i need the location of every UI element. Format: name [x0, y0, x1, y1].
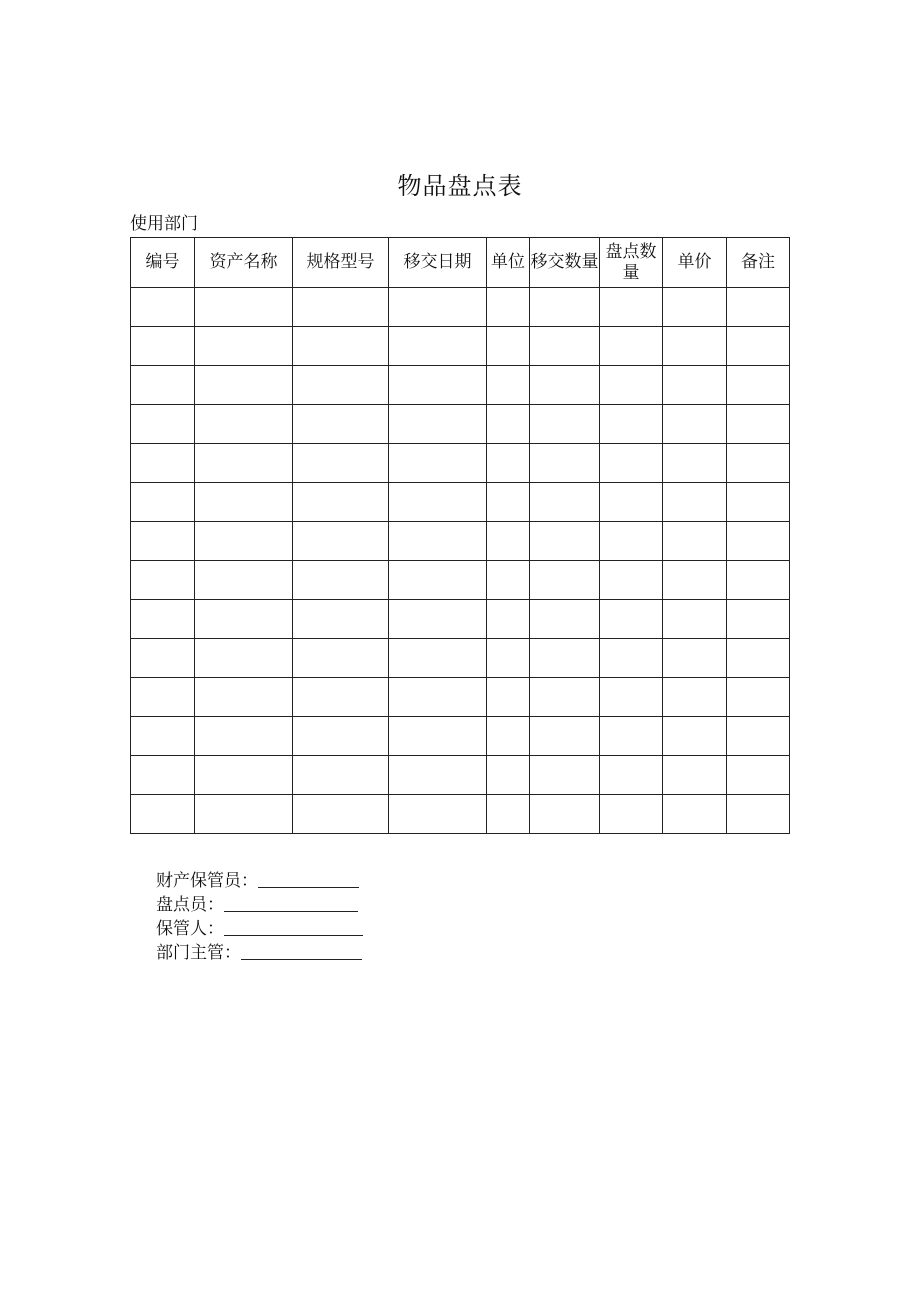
- table-cell[interactable]: [530, 327, 600, 366]
- table-cell[interactable]: [663, 405, 727, 444]
- table-cell[interactable]: [293, 600, 389, 639]
- table-cell[interactable]: [663, 483, 727, 522]
- table-cell[interactable]: [131, 756, 195, 795]
- department-label: 使用部门: [130, 214, 198, 234]
- header-cell: 盘点数量: [600, 238, 663, 288]
- table-cell[interactable]: [487, 366, 530, 405]
- table-cell[interactable]: [600, 483, 663, 522]
- table-cell[interactable]: [293, 522, 389, 561]
- table-cell[interactable]: [663, 639, 727, 678]
- table-row: [131, 483, 790, 522]
- table-cell[interactable]: [663, 327, 727, 366]
- table-cell[interactable]: [663, 561, 727, 600]
- table-cell[interactable]: [389, 327, 487, 366]
- table-cell[interactable]: [530, 366, 600, 405]
- header-cell: 移交数量: [530, 238, 600, 288]
- table-cell[interactable]: [530, 288, 600, 327]
- table-row: [131, 366, 790, 405]
- table-cell[interactable]: [195, 678, 293, 717]
- table-cell[interactable]: [663, 795, 727, 834]
- table-cell[interactable]: [727, 756, 790, 795]
- header-cell: 规格型号: [293, 238, 389, 288]
- signature-label: 盘点员：: [156, 895, 224, 915]
- table-cell[interactable]: [195, 756, 293, 795]
- table-cell[interactable]: [487, 288, 530, 327]
- table-cell[interactable]: [600, 405, 663, 444]
- table-cell[interactable]: [389, 717, 487, 756]
- table-cell[interactable]: [195, 795, 293, 834]
- table-cell[interactable]: [663, 366, 727, 405]
- table-cell[interactable]: [600, 444, 663, 483]
- table-cell[interactable]: [195, 288, 293, 327]
- table-cell[interactable]: [727, 366, 790, 405]
- table-cell[interactable]: [663, 522, 727, 561]
- table-cell[interactable]: [530, 678, 600, 717]
- table-cell[interactable]: [600, 756, 663, 795]
- table-cell[interactable]: [131, 717, 195, 756]
- table-cell[interactable]: [389, 444, 487, 483]
- table-cell[interactable]: [530, 561, 600, 600]
- table-cell[interactable]: [195, 366, 293, 405]
- table-cell[interactable]: [131, 522, 195, 561]
- signature-line: [156, 891, 363, 915]
- table-cell[interactable]: [727, 678, 790, 717]
- table-cell[interactable]: [293, 717, 389, 756]
- table-cell[interactable]: [600, 366, 663, 405]
- table-cell[interactable]: [293, 444, 389, 483]
- table-cell[interactable]: [293, 795, 389, 834]
- table-cell[interactable]: [487, 678, 530, 717]
- table-cell[interactable]: [293, 366, 389, 405]
- table-cell[interactable]: [389, 483, 487, 522]
- table-cell[interactable]: [131, 600, 195, 639]
- header-cell: 备注: [727, 238, 790, 288]
- table-cell[interactable]: [600, 600, 663, 639]
- table-cell[interactable]: [600, 288, 663, 327]
- table-cell[interactable]: [487, 444, 530, 483]
- table-cell[interactable]: [195, 483, 293, 522]
- table-cell[interactable]: [663, 444, 727, 483]
- table-cell[interactable]: [131, 483, 195, 522]
- table-row: [131, 288, 790, 327]
- table-cell[interactable]: [293, 639, 389, 678]
- header-cell: 单位: [487, 238, 530, 288]
- header-cell: 编号: [131, 238, 195, 288]
- signature-section: [156, 867, 363, 963]
- table-cell[interactable]: [389, 522, 487, 561]
- table-cell[interactable]: [293, 561, 389, 600]
- table-row: [131, 717, 790, 756]
- table-cell[interactable]: [600, 327, 663, 366]
- table-cell[interactable]: [389, 561, 487, 600]
- table-cell[interactable]: [600, 717, 663, 756]
- table-cell[interactable]: [293, 288, 389, 327]
- table-cell[interactable]: [530, 756, 600, 795]
- table-cell[interactable]: [195, 561, 293, 600]
- table-cell[interactable]: [727, 522, 790, 561]
- table-cell[interactable]: [389, 678, 487, 717]
- table-cell[interactable]: [530, 405, 600, 444]
- table-cell[interactable]: [389, 366, 487, 405]
- table-row: [131, 405, 790, 444]
- table-cell[interactable]: [131, 561, 195, 600]
- table-cell[interactable]: [195, 522, 293, 561]
- table-row: [131, 756, 790, 795]
- table-cell[interactable]: [530, 600, 600, 639]
- table-cell[interactable]: [131, 678, 195, 717]
- signature-label: 财产保管员：: [156, 871, 258, 891]
- table-cell[interactable]: [195, 327, 293, 366]
- header-cell: 资产名称: [195, 238, 293, 288]
- table-cell[interactable]: [131, 405, 195, 444]
- table-cell[interactable]: [293, 756, 389, 795]
- table-cell[interactable]: [727, 327, 790, 366]
- table-row: [131, 522, 790, 561]
- signature-line: [156, 867, 363, 891]
- table-cell[interactable]: [600, 678, 663, 717]
- table-cell[interactable]: [131, 795, 195, 834]
- table-header-row: [131, 238, 790, 288]
- table-cell[interactable]: [131, 366, 195, 405]
- table-cell[interactable]: [663, 756, 727, 795]
- table-cell[interactable]: [727, 444, 790, 483]
- inventory-table: [130, 237, 790, 834]
- table-row: [131, 327, 790, 366]
- table-cell[interactable]: [195, 444, 293, 483]
- table-cell[interactable]: [530, 483, 600, 522]
- signature-label: 部门主管：: [156, 943, 241, 963]
- signature-label: 保管人：: [156, 919, 224, 939]
- table-cell[interactable]: [530, 639, 600, 678]
- table-cell[interactable]: [293, 483, 389, 522]
- table-cell[interactable]: [600, 561, 663, 600]
- table-cell[interactable]: [487, 795, 530, 834]
- signature-blank[interactable]: [258, 871, 359, 888]
- table-cell[interactable]: [131, 327, 195, 366]
- table-cell[interactable]: [663, 600, 727, 639]
- signature-blank[interactable]: [224, 895, 358, 912]
- table-cell[interactable]: [487, 522, 530, 561]
- table-cell[interactable]: [195, 717, 293, 756]
- table-cell[interactable]: [727, 717, 790, 756]
- table-cell[interactable]: [389, 600, 487, 639]
- table-cell[interactable]: [663, 678, 727, 717]
- table-cell[interactable]: [389, 795, 487, 834]
- table-cell[interactable]: [487, 756, 530, 795]
- table-cell[interactable]: [727, 561, 790, 600]
- table-cell[interactable]: [530, 522, 600, 561]
- table-row: [131, 678, 790, 717]
- table-cell[interactable]: [131, 288, 195, 327]
- table-cell[interactable]: [195, 639, 293, 678]
- table-row: [131, 444, 790, 483]
- table-row: [131, 639, 790, 678]
- table-cell[interactable]: [727, 288, 790, 327]
- table-cell[interactable]: [530, 795, 600, 834]
- table-row: [131, 561, 790, 600]
- table-cell[interactable]: [530, 444, 600, 483]
- table-cell[interactable]: [487, 639, 530, 678]
- table-cell[interactable]: [600, 639, 663, 678]
- table-cell[interactable]: [663, 288, 727, 327]
- table-cell[interactable]: [663, 717, 727, 756]
- table-cell[interactable]: [293, 678, 389, 717]
- table-cell[interactable]: [727, 483, 790, 522]
- signature-blank[interactable]: [241, 943, 362, 960]
- table-cell[interactable]: [389, 405, 487, 444]
- header-cell: 单价: [663, 238, 727, 288]
- table-cell[interactable]: [487, 483, 530, 522]
- table-row: [131, 600, 790, 639]
- table-cell[interactable]: [727, 639, 790, 678]
- table-cell[interactable]: [131, 444, 195, 483]
- table-row: [131, 795, 790, 834]
- table-body: [131, 288, 790, 834]
- table-cell[interactable]: [131, 639, 195, 678]
- table-cell[interactable]: [195, 405, 293, 444]
- table-cell[interactable]: [487, 561, 530, 600]
- table-cell[interactable]: [195, 600, 293, 639]
- page-title: 物品盘点表: [397, 172, 523, 200]
- table-cell[interactable]: [727, 600, 790, 639]
- table-cell[interactable]: [727, 405, 790, 444]
- table-cell[interactable]: [487, 405, 530, 444]
- table-cell[interactable]: [293, 405, 389, 444]
- header-cell: 移交日期: [389, 238, 487, 288]
- table-cell[interactable]: [389, 756, 487, 795]
- signature-blank[interactable]: [224, 919, 363, 936]
- table-cell[interactable]: [389, 288, 487, 327]
- table-cell[interactable]: [530, 717, 600, 756]
- table-cell[interactable]: [727, 795, 790, 834]
- signature-line: [156, 939, 363, 963]
- table-cell[interactable]: [600, 522, 663, 561]
- table-cell[interactable]: [487, 327, 530, 366]
- table-cell[interactable]: [487, 717, 530, 756]
- signature-line: [156, 915, 363, 939]
- table-cell[interactable]: [293, 327, 389, 366]
- table-cell[interactable]: [600, 795, 663, 834]
- table-cell[interactable]: [389, 639, 487, 678]
- table-cell[interactable]: [487, 600, 530, 639]
